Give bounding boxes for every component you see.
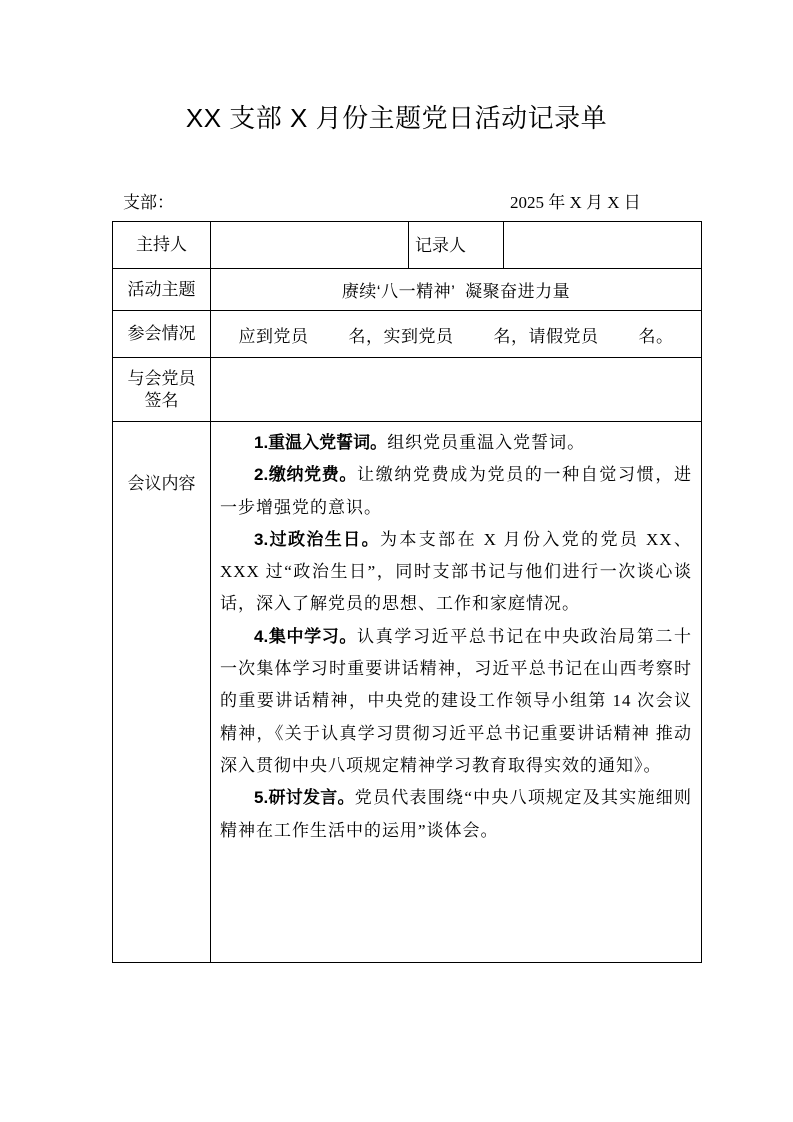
page-title: XX 支部 X 月份主题党日活动记录单: [185, 103, 608, 133]
content-item-2-text: 让缴纳党费成为党员的一种自觉习惯，进一步增强党的意识。: [220, 465, 692, 517]
signature-label-line2: 签名: [144, 390, 179, 410]
attendance-row: [113, 311, 702, 358]
content-row: [113, 422, 702, 963]
attendance-actual: 名，实到党员: [348, 326, 454, 346]
branch-label: 支部：: [123, 193, 174, 212]
content-item-2: [220, 459, 692, 524]
content-item-4-text: 认真学习近平总书记在中央政治局第二十一次集体学习时重要讲话精神，习近平总书记在山西考察时的重要讲话精神，中央党的建设工作领导小组第 14 次会议精神，《关于认真学习贯彻习近平总书记重要讲话精神 推动深入贯彻中央八项规定精神学习教育取得实效的通知》。: [220, 626, 692, 775]
host-row: [113, 222, 702, 269]
content-label: 会议内容: [113, 422, 211, 963]
attendance-leave: 名，请假党员: [493, 326, 599, 346]
content-item-5-head: 5.研讨发言。: [254, 788, 355, 808]
meeting-content: [211, 422, 702, 963]
content-item-1-text: 组织党员重温入党誓词。: [387, 433, 586, 452]
theme-value: 赓续‘八一精神’ 凝聚奋进力量: [211, 269, 702, 311]
attendance-value: [211, 311, 702, 358]
content-item-1: [220, 427, 692, 459]
record-date: 2025 年 X 月 X 日: [510, 193, 641, 212]
theme-row: [113, 269, 702, 311]
signature-area[interactable]: [211, 358, 702, 422]
content-item-3-text: 为本支部在 X 月份入党的党员 XX、XXX 过“政治生日”，同时支部书记与他们进行一次谈心谈话，深入了解党员的思想、工作和家庭情况。: [220, 529, 692, 614]
signature-label-line1: 与会党员: [127, 368, 196, 388]
theme-label: 活动主题: [113, 269, 211, 311]
signature-row: [113, 358, 702, 422]
content-item-4-head: 4.集中学习。: [254, 626, 358, 646]
content-item-2-head: 2.缴纳党费。: [254, 465, 358, 485]
signature-label: [113, 358, 211, 422]
attendance-label: 参会情况: [113, 311, 211, 358]
content-item-3-head: 3.过政治生日。: [254, 529, 380, 549]
attendance-expected: 应到党员: [238, 326, 309, 346]
content-item-5-text: 党员代表围绕“中央八项规定及其实施细则精神在工作生活中的运用”谈体会。: [220, 788, 692, 840]
attendance-end: 名。: [638, 326, 674, 346]
content-item-5: [220, 782, 692, 847]
content-item-1-head: 1.重温入党誓词。: [254, 433, 388, 452]
recorder-label: 记录人: [409, 222, 504, 269]
record-table: [112, 221, 702, 963]
content-item-4: [220, 621, 692, 782]
recorder-value[interactable]: [504, 222, 702, 269]
host-label: 主持人: [113, 222, 211, 269]
content-item-3: [220, 524, 692, 621]
host-value[interactable]: [211, 222, 409, 269]
